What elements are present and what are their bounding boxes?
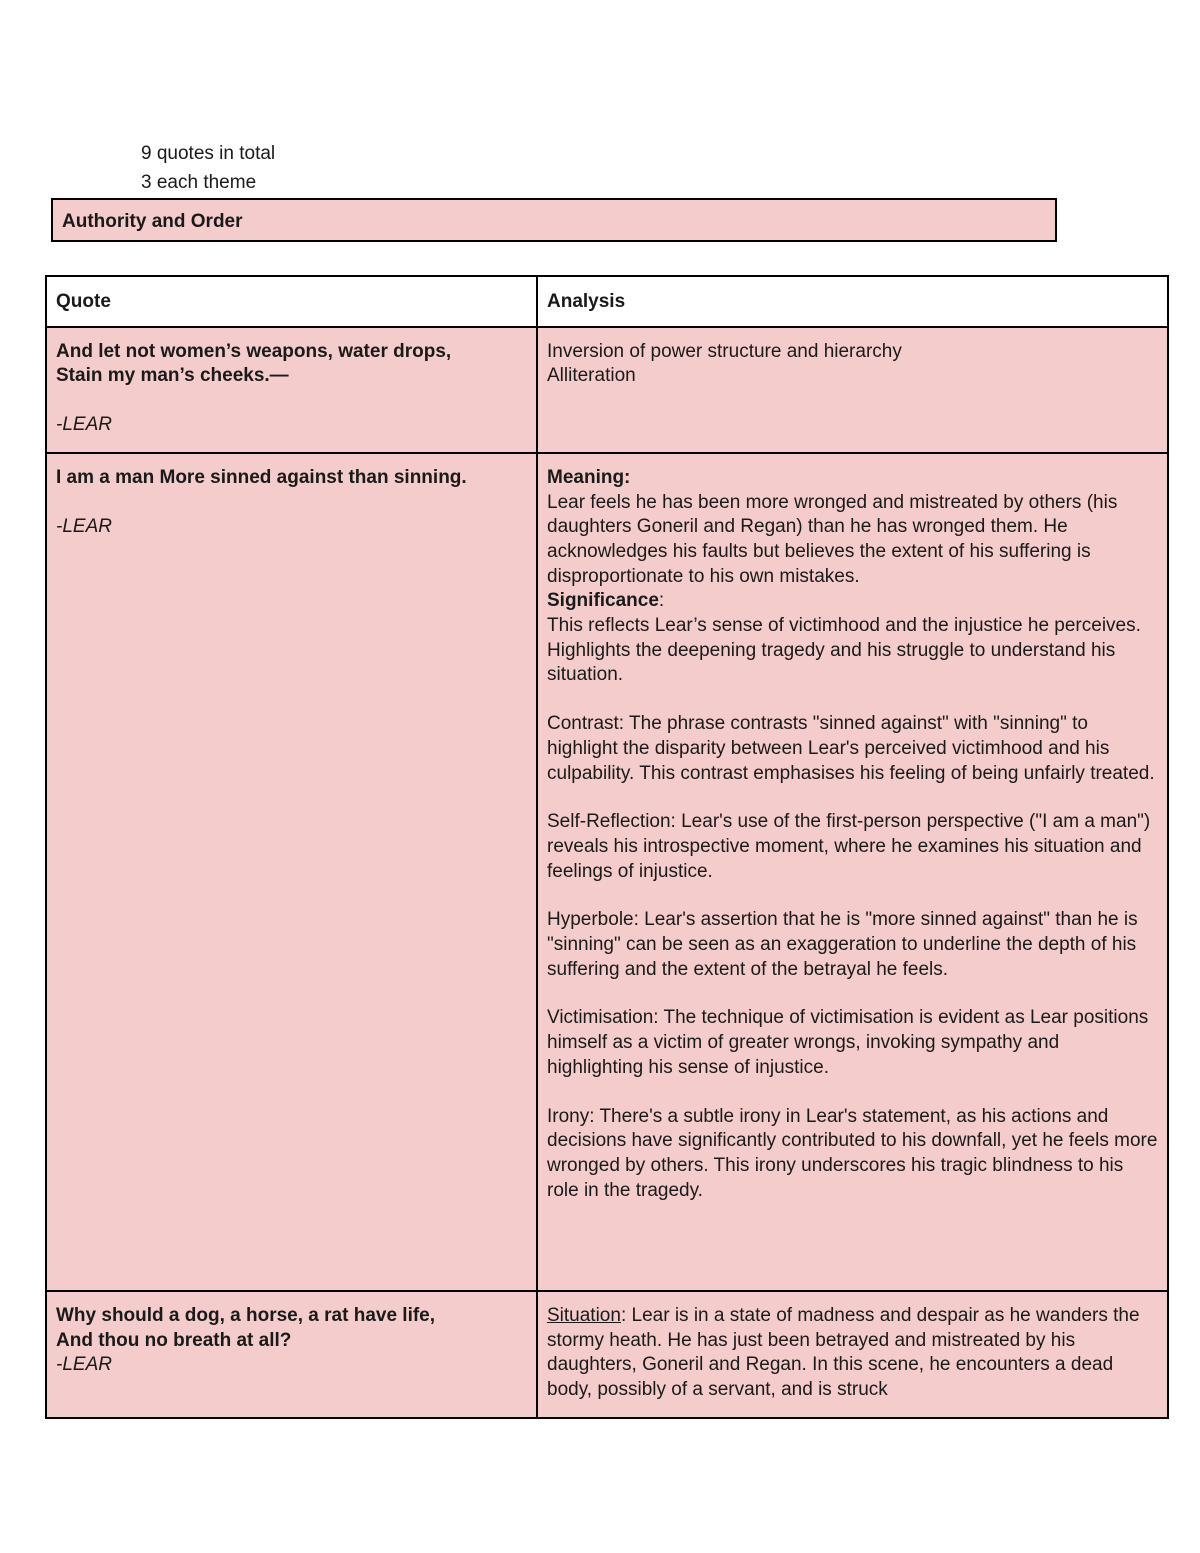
quotes-table bbox=[45, 275, 1169, 1419]
speaker: -LEAR bbox=[56, 1354, 112, 1376]
quote-cell bbox=[46, 453, 537, 1291]
situation-label: Situation bbox=[547, 1304, 621, 1326]
technique-irony: Irony: There's a subtle irony in Lear's statement, as his actions and decisions have significantly contributed to his downfall, yet he feels more wronged by others. This irony underscores his tragic blindness to his role in the tragedy. bbox=[547, 1105, 1158, 1201]
analysis-cell bbox=[537, 327, 1168, 453]
quote-cell bbox=[46, 327, 537, 453]
speaker: -LEAR bbox=[56, 515, 112, 537]
technique-self-reflection: Self-Reflection: Lear's use of the first-person perspective ("I am a man") reveals his introspective moment, where he examines his situation and feelings of injustice. bbox=[547, 811, 1151, 882]
table-row bbox=[46, 1291, 1168, 1418]
technique-contrast: Contrast: The phrase contrasts "sinned against" with "sinning" to highlight the disparity between Lear's perceived victimhood and his culpability. This contrast emphasises his feeling of being unfairly treated. bbox=[547, 713, 1155, 784]
quote-line: And thou no breath at all? bbox=[56, 1329, 292, 1351]
quote-line: I am a man More sinned against than sinning. bbox=[56, 466, 467, 488]
theme-title: Authority and Order bbox=[62, 211, 243, 232]
situation-text: : Lear is in a state of madness and despair as he wanders the stormy heath. He has just been betrayed and mistreated by his daughters, Goneril and Regan. In this scene, he encounters a dead body, possibly of a servant, and is struck bbox=[547, 1304, 1140, 1400]
significance-line: This reflects Lear’s sense of victimhood and the injustice he perceives. bbox=[547, 615, 1141, 637]
significance-line: Highlights the deepening tragedy and his struggle to understand his situation. bbox=[547, 639, 1116, 686]
quote-cell bbox=[46, 1291, 537, 1418]
theme-banner bbox=[51, 198, 1057, 242]
note-quotes-per-theme: 3 each theme bbox=[141, 172, 257, 193]
meaning-label: Meaning: bbox=[547, 466, 631, 488]
analysis-cell bbox=[537, 1291, 1168, 1418]
analysis-cell bbox=[537, 453, 1168, 1291]
analysis-line: Inversion of power structure and hierarchy bbox=[547, 340, 902, 362]
analysis-line: Alliteration bbox=[547, 365, 636, 387]
quote-line: Why should a dog, a horse, a rat have life, bbox=[56, 1304, 436, 1326]
significance-label: Significance bbox=[547, 590, 659, 612]
quote-line: Stain my man’s cheeks.— bbox=[56, 365, 289, 387]
analysis-column-header: Analysis bbox=[537, 276, 1168, 327]
note-total-quotes: 9 quotes in total bbox=[141, 143, 276, 164]
table-header-row bbox=[46, 276, 1168, 327]
significance-colon: : bbox=[658, 590, 665, 612]
technique-victimisation: Victimisation: The technique of victimisation is evident as Lear positions himself as a victim of greater wrongs, invoking sympathy and highlighting his sense of injustice. bbox=[547, 1007, 1149, 1078]
technique-hyperbole: Hyperbole: Lear's assertion that he is "more sinned against" than he is "sinning" can be seen as an exaggeration to underline the depth of his suffering and the extent of the betrayal he feels. bbox=[547, 909, 1138, 980]
quote-line: And let not women’s weapons, water drops, bbox=[56, 340, 452, 362]
meaning-text: Lear feels he has been more wronged and mistreated by others (his daughters Goneril and Regan) than he has wronged them. He acknowledges his faults but believes the extent of his suffering is disproportionate to his own mistakes. bbox=[547, 491, 1118, 587]
table-row bbox=[46, 327, 1168, 453]
speaker: -LEAR bbox=[56, 414, 112, 436]
table-row bbox=[46, 453, 1168, 1291]
quote-column-header: Quote bbox=[46, 276, 537, 327]
